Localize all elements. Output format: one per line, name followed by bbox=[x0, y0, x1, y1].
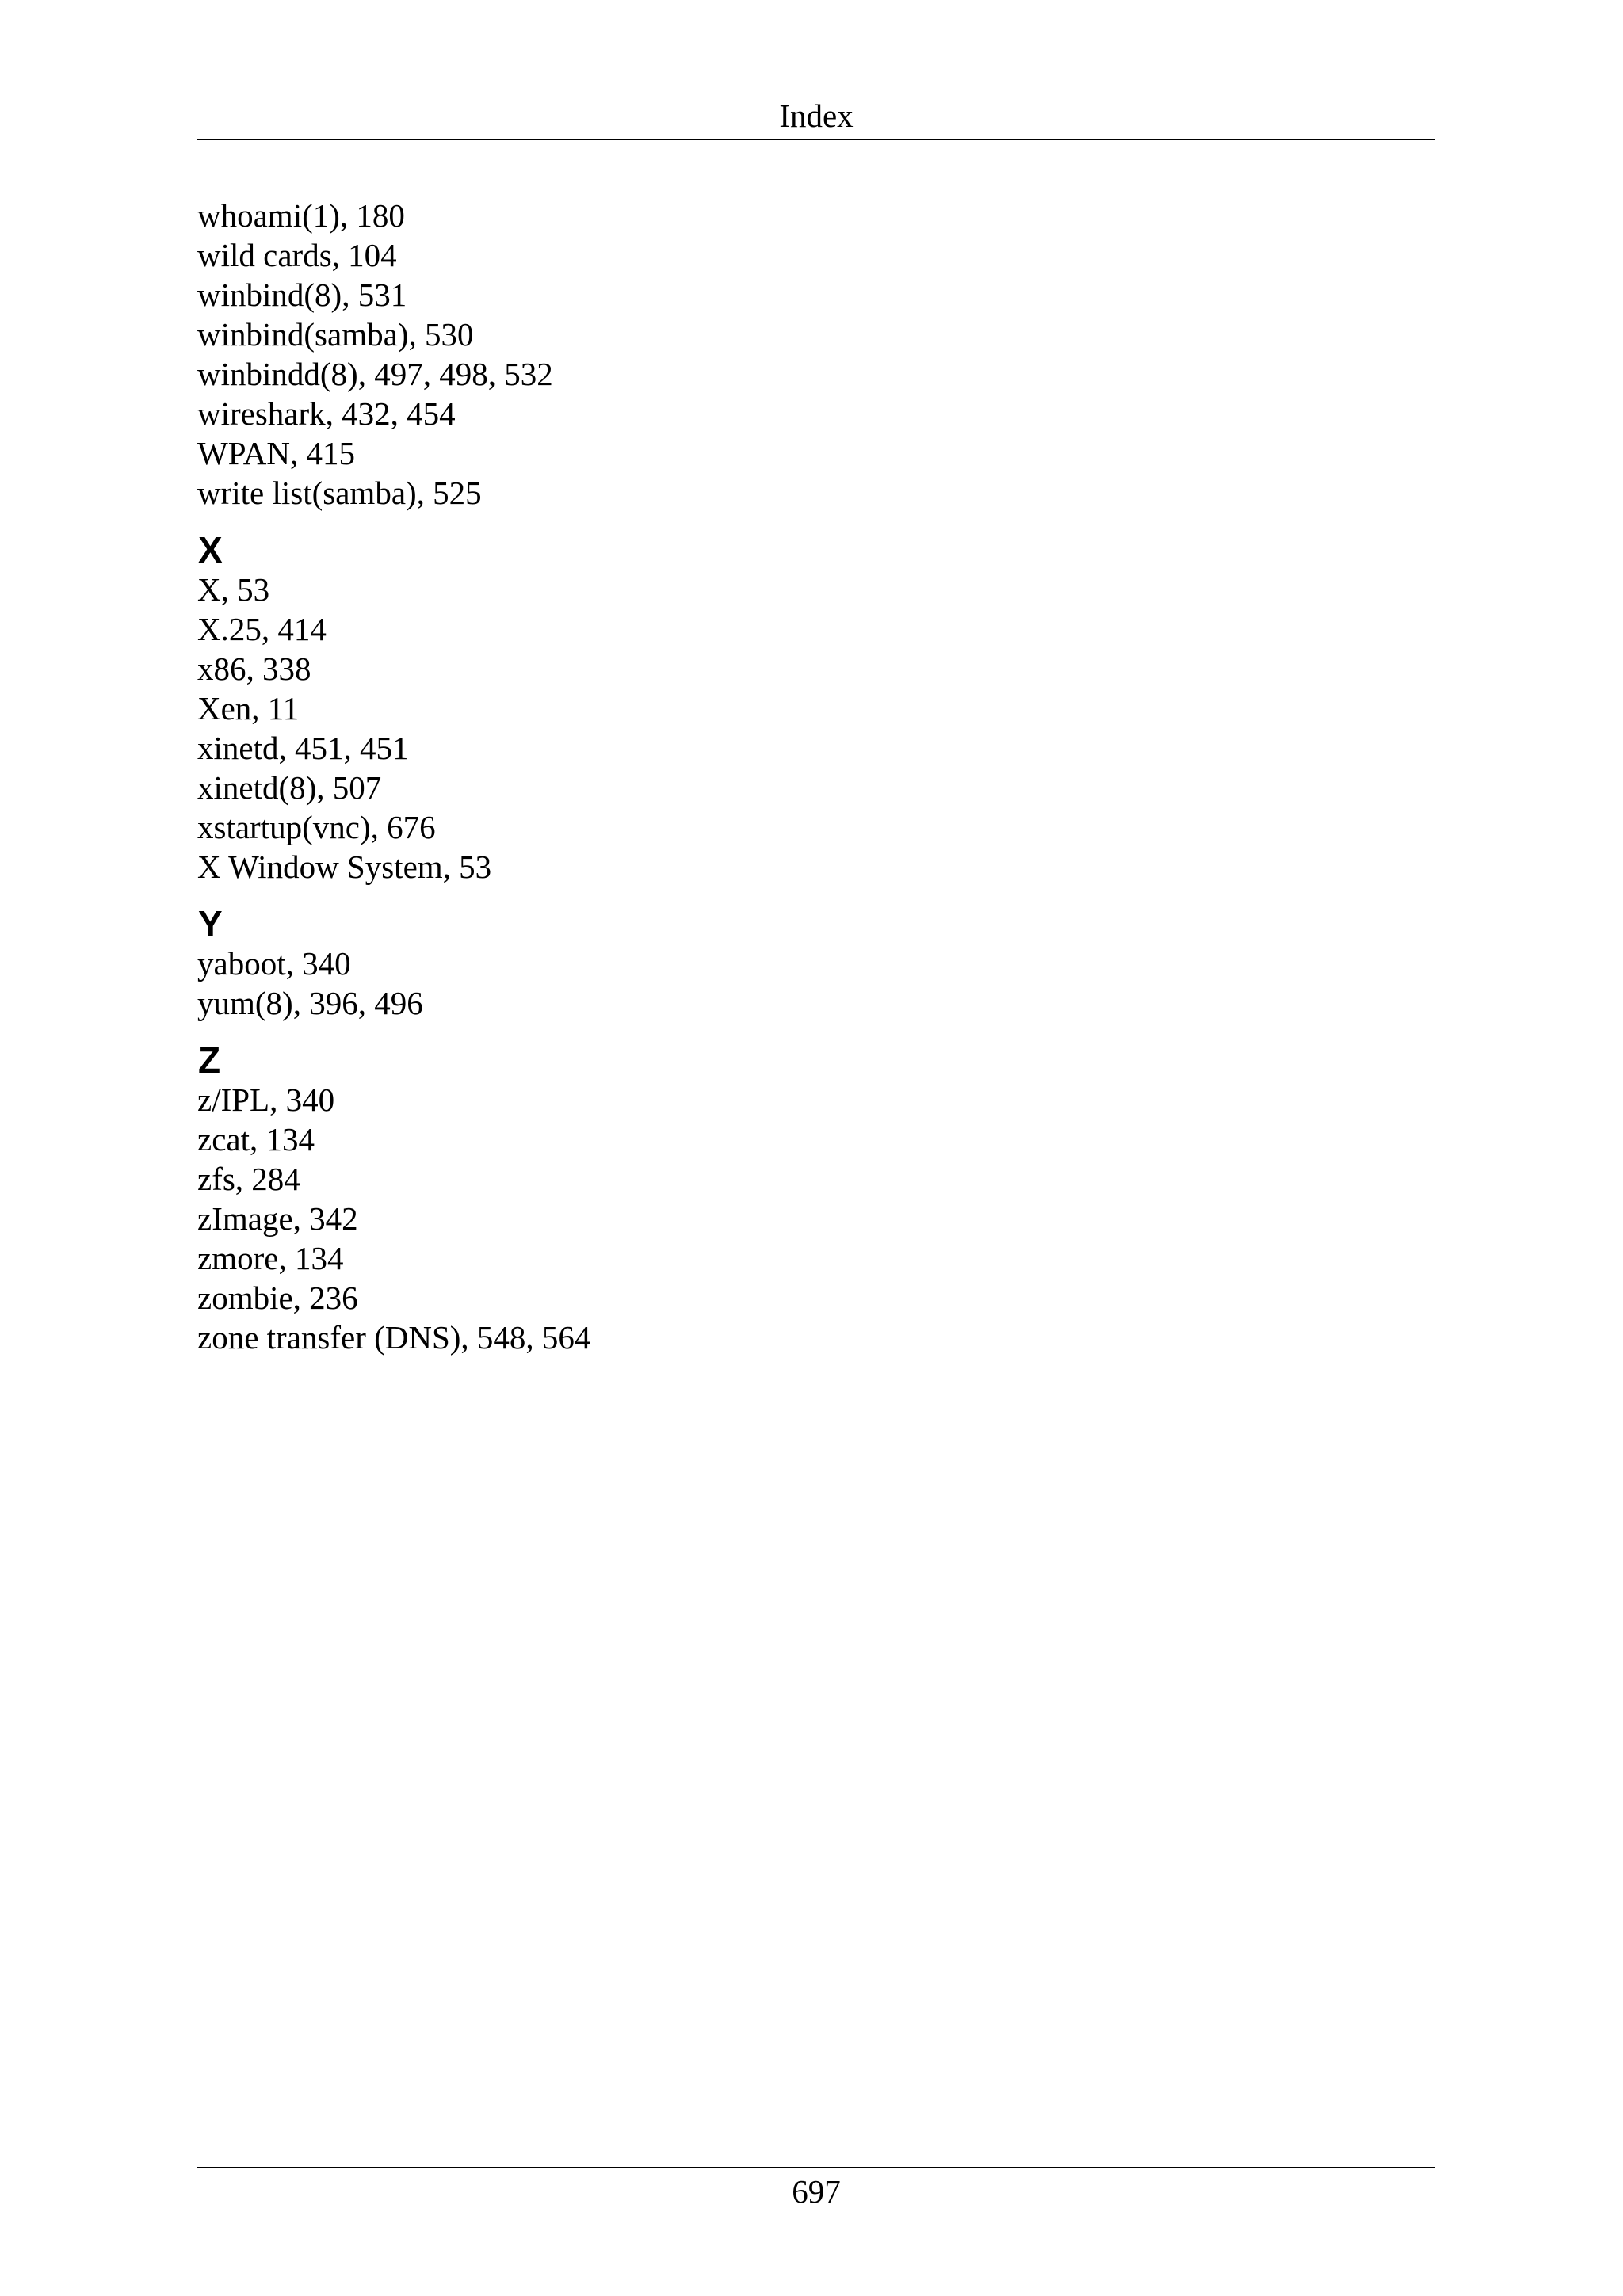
index-entry: xinetd(8), 507 bbox=[197, 769, 382, 806]
section-heading: Y bbox=[198, 903, 223, 944]
index-entry: X, 53 bbox=[197, 571, 270, 608]
index-entry: yaboot, 340 bbox=[197, 945, 351, 982]
index-entry: zfs, 284 bbox=[197, 1161, 300, 1197]
section-heading: Z bbox=[198, 1039, 221, 1081]
index-entry: winbind(samba), 530 bbox=[197, 316, 474, 353]
index-entry: write list(samba), 525 bbox=[197, 475, 482, 511]
index-list bbox=[197, 196, 1435, 1357]
index-entry: wireshark, 432, 454 bbox=[197, 395, 456, 432]
index-entry: xstartup(vnc), 676 bbox=[197, 809, 436, 845]
index-entry: X.25, 414 bbox=[197, 611, 327, 647]
index-entry: zmore, 134 bbox=[197, 1240, 344, 1276]
index-entry: x86, 338 bbox=[197, 650, 311, 687]
index-entry: wild cards, 104 bbox=[197, 237, 397, 273]
index-entry: zImage, 342 bbox=[197, 1200, 358, 1237]
index-entry: WPAN, 415 bbox=[197, 435, 355, 471]
index-entry: z/IPL, 340 bbox=[197, 1081, 335, 1118]
index-section-w bbox=[197, 196, 1435, 513]
index-entry: zcat, 134 bbox=[197, 1121, 315, 1158]
index-entry: xinetd, 451, 451 bbox=[197, 730, 409, 766]
page-number: 697 bbox=[792, 2173, 841, 2210]
page-footer bbox=[197, 2167, 1435, 2211]
index-section-x bbox=[197, 530, 1435, 887]
index-entry: whoami(1), 180 bbox=[197, 197, 405, 234]
index-entry: zone transfer (DNS), 548, 564 bbox=[197, 1319, 591, 1356]
index-section-y bbox=[197, 904, 1435, 1023]
section-heading: X bbox=[198, 529, 223, 570]
index-entry: yum(8), 396, 496 bbox=[197, 985, 423, 1021]
index-section-z bbox=[197, 1040, 1435, 1357]
index-entry: Xen, 11 bbox=[197, 690, 300, 727]
index-entry: zombie, 236 bbox=[197, 1280, 358, 1316]
index-entry: winbind(8), 531 bbox=[197, 277, 407, 313]
index-entry: X Window System, 53 bbox=[197, 849, 492, 885]
page-header bbox=[197, 93, 1435, 140]
index-entry: winbindd(8), 497, 498, 532 bbox=[197, 356, 553, 392]
running-title: Index bbox=[779, 97, 854, 134]
